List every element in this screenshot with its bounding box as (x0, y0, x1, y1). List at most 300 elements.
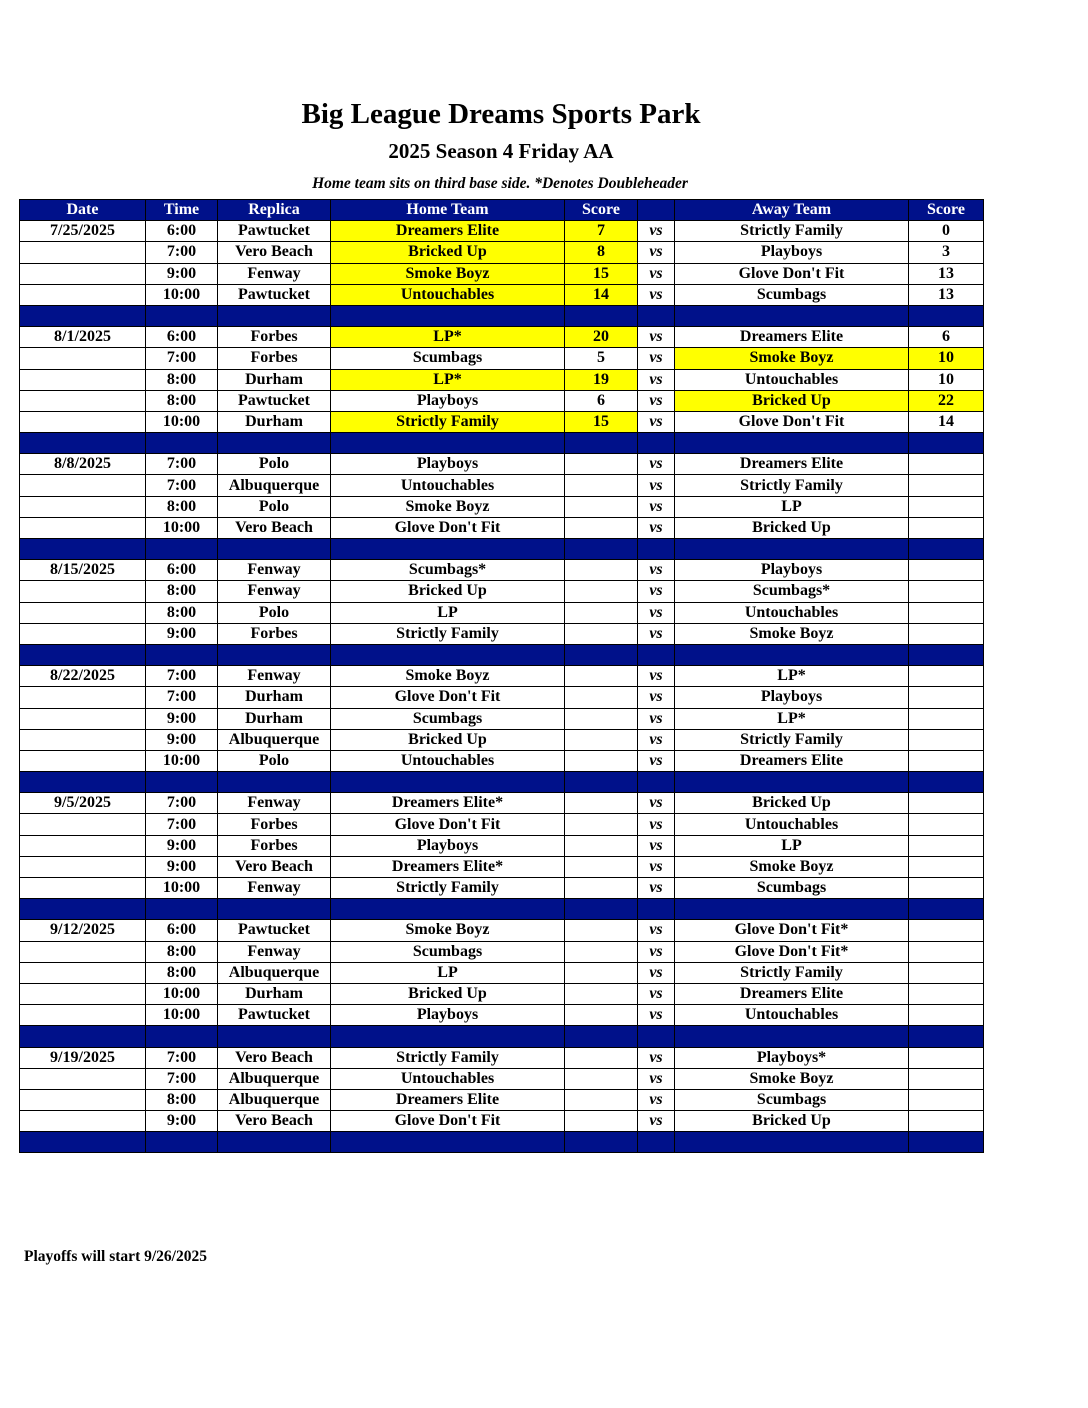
away-score-cell (909, 623, 984, 644)
date-cell (20, 708, 146, 729)
replica-cell: Durham (218, 983, 331, 1004)
game-row (20, 856, 984, 877)
separator-cell (638, 772, 675, 793)
away-score-cell (909, 941, 984, 962)
replica-cell: Fenway (218, 878, 331, 899)
separator-cell (331, 644, 565, 665)
home-team-cell: Bricked Up (331, 983, 565, 1004)
time-cell: 8:00 (146, 941, 218, 962)
replica-cell: Fenway (218, 793, 331, 814)
game-row (20, 1047, 984, 1068)
vs-cell: vs (638, 835, 675, 856)
home-team-cell: Scumbags (331, 348, 565, 369)
away-team-cell: Playboys (675, 687, 909, 708)
game-row (20, 666, 984, 687)
separator-cell (675, 772, 909, 793)
away-team-cell: Untouchables (675, 602, 909, 623)
replica-cell: Pawtucket (218, 221, 331, 242)
vs-cell: vs (638, 390, 675, 411)
separator-cell (218, 539, 331, 560)
game-row (20, 750, 984, 771)
away-team-cell: Scumbags (675, 878, 909, 899)
date-cell (20, 856, 146, 877)
home-team-cell: LP* (331, 327, 565, 348)
date-cell (20, 1089, 146, 1110)
game-row (20, 242, 984, 263)
away-score-cell: 13 (909, 263, 984, 284)
separator-cell (146, 1026, 218, 1047)
home-team-cell: Strictly Family (331, 623, 565, 644)
game-row (20, 581, 984, 602)
away-score-cell (909, 750, 984, 771)
separator-cell (909, 772, 984, 793)
separator-cell (20, 899, 146, 920)
replica-cell: Forbes (218, 327, 331, 348)
time-cell: 7:00 (146, 1047, 218, 1068)
game-row (20, 729, 984, 750)
home-score-cell (565, 581, 638, 602)
home-score-cell (565, 560, 638, 581)
home-team-cell: Smoke Boyz (331, 920, 565, 941)
vs-cell: vs (638, 1111, 675, 1132)
game-row (20, 517, 984, 538)
home-score-cell (565, 983, 638, 1004)
home-team-cell: Smoke Boyz (331, 666, 565, 687)
time-cell: 9:00 (146, 263, 218, 284)
home-score-cell (565, 793, 638, 814)
vs-cell: vs (638, 496, 675, 517)
date-cell (20, 878, 146, 899)
away-team-cell: Playboys (675, 560, 909, 581)
away-team-cell: Smoke Boyz (675, 1068, 909, 1089)
time-cell: 6:00 (146, 327, 218, 348)
away-score-cell: 14 (909, 411, 984, 432)
separator-cell (565, 539, 638, 560)
away-score-cell (909, 729, 984, 750)
separator-cell (331, 1132, 565, 1153)
separator-cell (565, 305, 638, 326)
home-score-cell (565, 856, 638, 877)
away-team-cell: Bricked Up (675, 1111, 909, 1132)
home-team-cell: Scumbags (331, 941, 565, 962)
away-score-cell (909, 835, 984, 856)
away-team-cell: Strictly Family (675, 729, 909, 750)
away-team-cell: Playboys* (675, 1047, 909, 1068)
time-cell: 10:00 (146, 284, 218, 305)
replica-cell: Fenway (218, 263, 331, 284)
game-row (20, 348, 984, 369)
home-team-cell: Playboys (331, 1005, 565, 1026)
home-team-cell: Playboys (331, 390, 565, 411)
time-cell: 8:00 (146, 390, 218, 411)
game-row (20, 920, 984, 941)
game-row (20, 983, 984, 1004)
away-team-cell: Bricked Up (675, 517, 909, 538)
time-cell: 10:00 (146, 1005, 218, 1026)
away-team-cell: Scumbags (675, 1089, 909, 1110)
home-team-cell: Strictly Family (331, 1047, 565, 1068)
home-team-cell: Untouchables (331, 284, 565, 305)
away-score-cell (909, 793, 984, 814)
game-row (20, 623, 984, 644)
game-row (20, 1068, 984, 1089)
home-score-cell (565, 920, 638, 941)
schedule-table (19, 199, 984, 1153)
week-separator-row (20, 899, 984, 920)
separator-cell (909, 305, 984, 326)
away-score-cell (909, 1068, 984, 1089)
separator-cell (675, 1132, 909, 1153)
time-cell: 8:00 (146, 602, 218, 623)
home-score-cell (565, 1111, 638, 1132)
separator-cell (675, 539, 909, 560)
away-score-cell (909, 687, 984, 708)
away-score-cell: 6 (909, 327, 984, 348)
separator-cell (146, 899, 218, 920)
vs-cell: vs (638, 1068, 675, 1089)
away-score-cell (909, 708, 984, 729)
home-score-cell (565, 750, 638, 771)
separator-cell (218, 644, 331, 665)
date-cell (20, 623, 146, 644)
replica-cell: Vero Beach (218, 1111, 331, 1132)
time-cell: 7:00 (146, 793, 218, 814)
away-team-cell: Dreamers Elite (675, 750, 909, 771)
replica-cell: Albuquerque (218, 729, 331, 750)
vs-cell: vs (638, 750, 675, 771)
separator-cell (331, 305, 565, 326)
home-team-cell: Untouchables (331, 750, 565, 771)
col-header-replica: Replica (218, 200, 331, 221)
vs-cell: vs (638, 560, 675, 581)
home-team-cell: Glove Don't Fit (331, 687, 565, 708)
vs-cell: vs (638, 962, 675, 983)
home-team-cell: Dreamers Elite* (331, 793, 565, 814)
separator-cell (909, 1132, 984, 1153)
game-row (20, 560, 984, 581)
home-score-cell (565, 835, 638, 856)
time-cell: 7:00 (146, 454, 218, 475)
home-team-cell: Smoke Boyz (331, 496, 565, 517)
separator-cell (146, 772, 218, 793)
date-cell (20, 814, 146, 835)
vs-cell: vs (638, 284, 675, 305)
away-score-cell (909, 496, 984, 517)
time-cell: 8:00 (146, 581, 218, 602)
separator-cell (331, 772, 565, 793)
time-cell: 7:00 (146, 1068, 218, 1089)
separator-cell (565, 1132, 638, 1153)
away-score-cell: 3 (909, 242, 984, 263)
week-separator-row (20, 772, 984, 793)
home-team-cell: Bricked Up (331, 581, 565, 602)
replica-cell: Fenway (218, 581, 331, 602)
separator-cell (565, 433, 638, 454)
separator-cell (638, 539, 675, 560)
home-team-cell: LP (331, 962, 565, 983)
replica-cell: Pawtucket (218, 1005, 331, 1026)
home-team-cell: Smoke Boyz (331, 263, 565, 284)
vs-cell: vs (638, 581, 675, 602)
vs-cell: vs (638, 729, 675, 750)
col-header-home-score: Score (565, 200, 638, 221)
home-score-cell (565, 1089, 638, 1110)
away-score-cell (909, 602, 984, 623)
game-row (20, 263, 984, 284)
game-row (20, 708, 984, 729)
away-team-cell: Strictly Family (675, 962, 909, 983)
home-score-cell: 15 (565, 263, 638, 284)
home-team-cell: Dreamers Elite (331, 221, 565, 242)
replica-cell: Vero Beach (218, 517, 331, 538)
date-cell (20, 390, 146, 411)
home-score-cell: 6 (565, 390, 638, 411)
separator-cell (146, 1132, 218, 1153)
vs-cell: vs (638, 708, 675, 729)
home-score-cell (565, 454, 638, 475)
away-team-cell: Glove Don't Fit (675, 263, 909, 284)
separator-cell (675, 433, 909, 454)
replica-cell: Fenway (218, 666, 331, 687)
away-team-cell: LP* (675, 708, 909, 729)
away-score-cell (909, 475, 984, 496)
away-team-cell: Dreamers Elite (675, 454, 909, 475)
home-score-cell: 8 (565, 242, 638, 263)
home-score-cell (565, 941, 638, 962)
date-cell (20, 1068, 146, 1089)
time-cell: 6:00 (146, 920, 218, 941)
home-score-cell (565, 962, 638, 983)
separator-cell (675, 305, 909, 326)
home-score-cell (565, 602, 638, 623)
time-cell: 10:00 (146, 878, 218, 899)
away-team-cell: LP* (675, 666, 909, 687)
date-cell: 8/22/2025 (20, 666, 146, 687)
time-cell: 9:00 (146, 835, 218, 856)
vs-cell: vs (638, 920, 675, 941)
vs-cell: vs (638, 1005, 675, 1026)
away-score-cell: 22 (909, 390, 984, 411)
replica-cell: Fenway (218, 941, 331, 962)
game-row (20, 1005, 984, 1026)
game-row (20, 941, 984, 962)
date-cell: 8/8/2025 (20, 454, 146, 475)
vs-cell: vs (638, 856, 675, 877)
col-header-away-score: Score (909, 200, 984, 221)
away-team-cell: LP (675, 496, 909, 517)
away-team-cell: Untouchables (675, 369, 909, 390)
game-row (20, 687, 984, 708)
replica-cell: Pawtucket (218, 920, 331, 941)
week-separator-row (20, 1026, 984, 1047)
vs-cell: vs (638, 517, 675, 538)
replica-cell: Forbes (218, 835, 331, 856)
separator-cell (638, 644, 675, 665)
away-score-cell (909, 666, 984, 687)
time-cell: 7:00 (146, 687, 218, 708)
date-cell (20, 729, 146, 750)
home-team-cell: Strictly Family (331, 411, 565, 432)
separator-cell (638, 1132, 675, 1153)
separator-cell (638, 1026, 675, 1047)
home-score-cell: 19 (565, 369, 638, 390)
game-row (20, 221, 984, 242)
vs-cell: vs (638, 941, 675, 962)
away-team-cell: Scumbags (675, 284, 909, 305)
separator-cell (638, 899, 675, 920)
away-team-cell: Untouchables (675, 814, 909, 835)
replica-cell: Fenway (218, 560, 331, 581)
home-score-cell: 5 (565, 348, 638, 369)
away-team-cell: Untouchables (675, 1005, 909, 1026)
separator-cell (675, 1026, 909, 1047)
separator-cell (675, 644, 909, 665)
replica-cell: Albuquerque (218, 1068, 331, 1089)
time-cell: 7:00 (146, 475, 218, 496)
separator-cell (20, 1132, 146, 1153)
separator-cell (675, 899, 909, 920)
separator-cell (146, 433, 218, 454)
home-team-cell: Bricked Up (331, 242, 565, 263)
date-cell (20, 284, 146, 305)
home-team-cell: Strictly Family (331, 878, 565, 899)
home-score-cell (565, 666, 638, 687)
vs-cell: vs (638, 1089, 675, 1110)
vs-cell: vs (638, 814, 675, 835)
vs-cell: vs (638, 623, 675, 644)
separator-cell (218, 1026, 331, 1047)
separator-cell (20, 772, 146, 793)
separator-cell (20, 1026, 146, 1047)
home-team-cell: Untouchables (331, 475, 565, 496)
doubleheader-note: Home team sits on third base side. *Denotes Doubleheader (312, 175, 688, 192)
replica-cell: Polo (218, 602, 331, 623)
replica-cell: Polo (218, 496, 331, 517)
date-cell (20, 581, 146, 602)
replica-cell: Durham (218, 708, 331, 729)
week-separator-row (20, 433, 984, 454)
vs-cell: vs (638, 454, 675, 475)
away-team-cell: Bricked Up (675, 390, 909, 411)
date-cell (20, 941, 146, 962)
date-cell (20, 602, 146, 623)
vs-cell: vs (638, 221, 675, 242)
week-separator-row (20, 305, 984, 326)
game-row (20, 793, 984, 814)
header-row (20, 200, 984, 221)
game-row (20, 390, 984, 411)
col-header-date: Date (20, 200, 146, 221)
home-team-cell: Bricked Up (331, 729, 565, 750)
home-team-cell: Playboys (331, 835, 565, 856)
vs-cell: vs (638, 263, 675, 284)
replica-cell: Polo (218, 750, 331, 771)
date-cell: 9/12/2025 (20, 920, 146, 941)
home-team-cell: Glove Don't Fit (331, 1111, 565, 1132)
home-team-cell: Dreamers Elite (331, 1089, 565, 1110)
time-cell: 8:00 (146, 369, 218, 390)
separator-cell (565, 1026, 638, 1047)
time-cell: 8:00 (146, 1089, 218, 1110)
separator-cell (638, 305, 675, 326)
home-score-cell (565, 708, 638, 729)
replica-cell: Albuquerque (218, 1089, 331, 1110)
time-cell: 10:00 (146, 750, 218, 771)
vs-cell: vs (638, 602, 675, 623)
date-cell (20, 1111, 146, 1132)
separator-cell (909, 899, 984, 920)
away-score-cell (909, 814, 984, 835)
home-score-cell (565, 517, 638, 538)
replica-cell: Pawtucket (218, 284, 331, 305)
time-cell: 9:00 (146, 729, 218, 750)
replica-cell: Polo (218, 454, 331, 475)
away-score-cell (909, 1089, 984, 1110)
home-score-cell (565, 729, 638, 750)
away-score-cell (909, 1111, 984, 1132)
away-team-cell: Playboys (675, 242, 909, 263)
vs-cell: vs (638, 687, 675, 708)
vs-cell: vs (638, 983, 675, 1004)
time-cell: 9:00 (146, 856, 218, 877)
separator-cell (20, 644, 146, 665)
vs-cell: vs (638, 1047, 675, 1068)
game-row (20, 1089, 984, 1110)
game-row (20, 878, 984, 899)
separator-cell (20, 539, 146, 560)
away-team-cell: Dreamers Elite (675, 327, 909, 348)
replica-cell: Durham (218, 687, 331, 708)
vs-cell: vs (638, 878, 675, 899)
time-cell: 10:00 (146, 517, 218, 538)
time-cell: 7:00 (146, 666, 218, 687)
date-cell (20, 411, 146, 432)
away-team-cell: Strictly Family (675, 475, 909, 496)
home-score-cell: 14 (565, 284, 638, 305)
separator-cell (909, 539, 984, 560)
away-score-cell (909, 920, 984, 941)
replica-cell: Durham (218, 411, 331, 432)
time-cell: 8:00 (146, 496, 218, 517)
away-score-cell: 13 (909, 284, 984, 305)
separator-cell (331, 433, 565, 454)
date-cell (20, 687, 146, 708)
away-team-cell: Scumbags* (675, 581, 909, 602)
col-header-time: Time (146, 200, 218, 221)
away-team-cell: Strictly Family (675, 221, 909, 242)
time-cell: 9:00 (146, 623, 218, 644)
home-team-cell: Untouchables (331, 1068, 565, 1089)
page-title: Big League Dreams Sports Park (301, 98, 701, 130)
vs-cell: vs (638, 369, 675, 390)
replica-cell: Albuquerque (218, 475, 331, 496)
replica-cell: Pawtucket (218, 390, 331, 411)
home-team-cell: Dreamers Elite* (331, 856, 565, 877)
replica-cell: Vero Beach (218, 856, 331, 877)
date-cell (20, 517, 146, 538)
home-score-cell (565, 496, 638, 517)
separator-cell (218, 772, 331, 793)
game-row (20, 369, 984, 390)
week-separator-row (20, 539, 984, 560)
separator-cell (331, 899, 565, 920)
date-cell (20, 835, 146, 856)
date-cell: 9/5/2025 (20, 793, 146, 814)
vs-cell: vs (638, 327, 675, 348)
home-team-cell: Scumbags* (331, 560, 565, 581)
away-score-cell (909, 581, 984, 602)
home-score-cell: 20 (565, 327, 638, 348)
